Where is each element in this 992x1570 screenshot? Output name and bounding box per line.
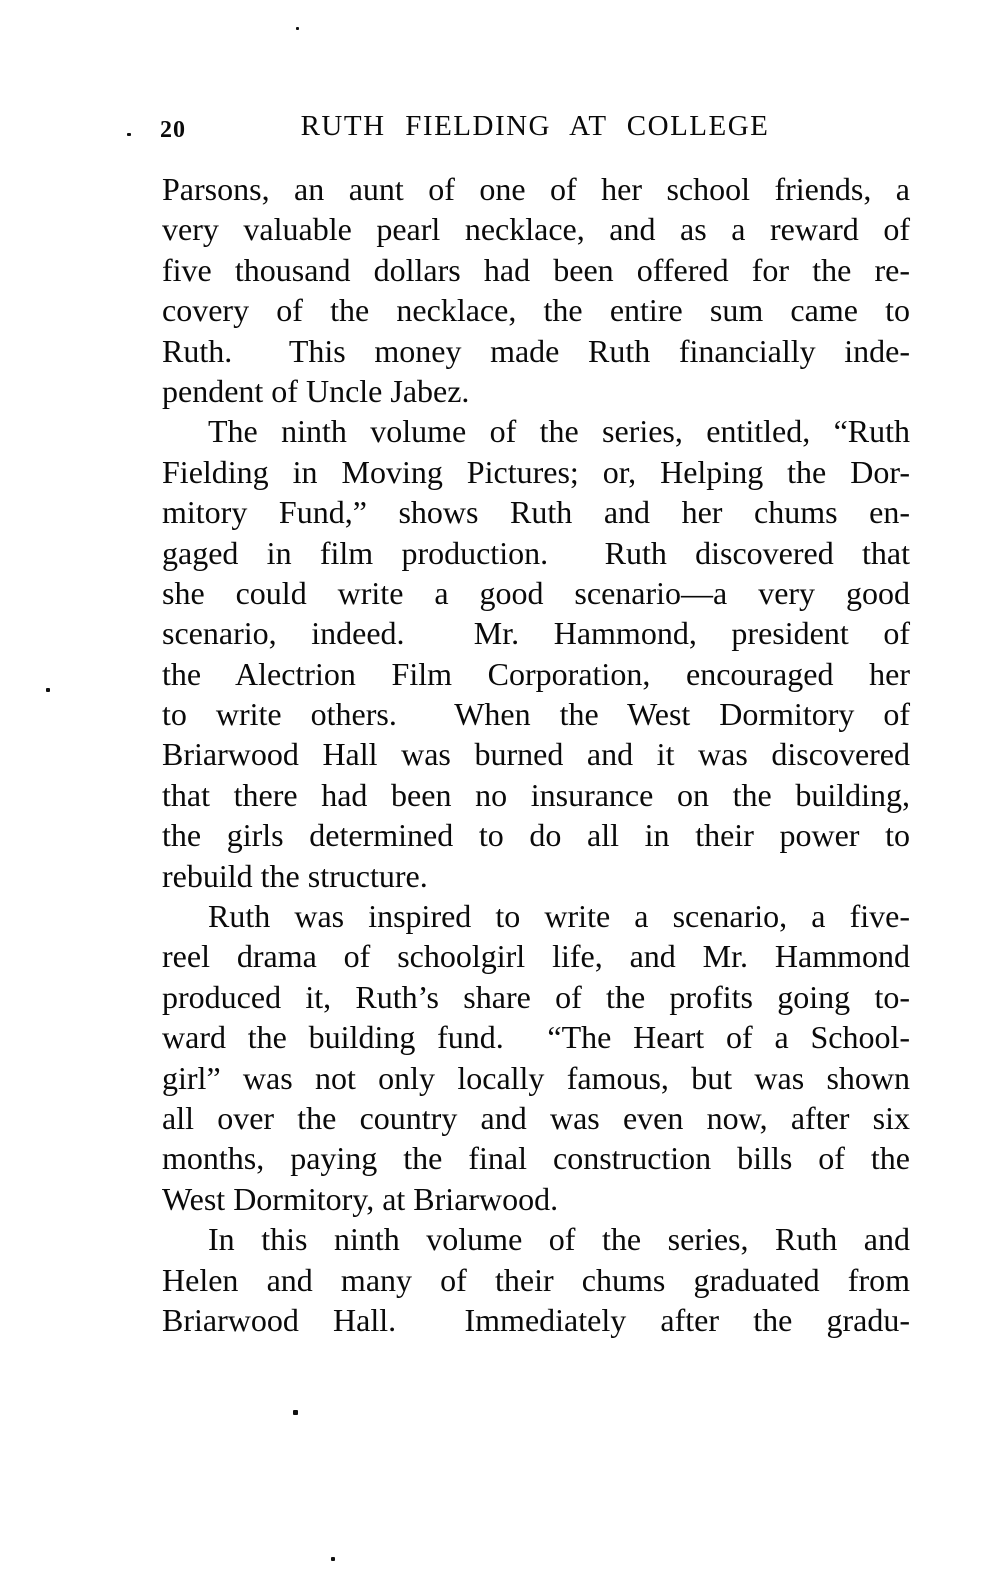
text-line: months, paying the final construction bills of the [162, 1140, 910, 1177]
ink-speck [46, 688, 50, 692]
text-line: that there had been no insurance on the building, [162, 776, 910, 813]
text-line: the Alectrion Film Corporation, encouraged her [162, 655, 910, 692]
ink-speck [127, 133, 131, 136]
text-line: Briarwood Hall was burned and it was discovered [162, 736, 910, 773]
text-line: the girls determined to do all in their power to [162, 817, 910, 854]
running-header [160, 110, 910, 148]
text-line: very valuable pearl necklace, and as a reward of [162, 211, 910, 248]
text-line: Ruth was inspired to write a scenario, a five- [208, 898, 910, 935]
text-line: West Dormitory, at Briarwood. [162, 1180, 559, 1217]
text-line: produced it, Ruth’s share of the profits going to- [162, 978, 910, 1015]
text-line: covery of the necklace, the entire sum came to [162, 292, 910, 329]
ink-speck [296, 27, 299, 30]
text-line: rebuild the structure. [162, 857, 428, 894]
text-line: Parsons, an aunt of one of her school friends, a [162, 171, 910, 207]
text-line: Helen and many of their chums graduated from [162, 1261, 910, 1298]
text-line: girl” was not only locally famous, but was shown [162, 1059, 910, 1096]
text-line: Ruth. This money made Ruth financially inde- [162, 332, 910, 369]
text-line: scenario, indeed. Mr. Hammond, president of [162, 615, 910, 652]
text-line: mitory Fund,” shows Ruth and her chums en- [162, 494, 910, 531]
ink-speck [331, 1557, 335, 1561]
page-number: 20 [160, 117, 186, 143]
text-line: all over the country and was even now, after six [162, 1099, 910, 1136]
text-line: In this ninth volume of the series, Ruth and [208, 1221, 910, 1258]
text-line: five thousand dollars had been offered for the re- [162, 251, 910, 288]
text-line: she could write a good scenario—a very good [162, 574, 910, 611]
text-line: pendent of Uncle Jabez. [162, 372, 470, 409]
body-text [162, 169, 910, 1340]
text-line: ward the building fund. “The Heart of a School- [162, 1019, 910, 1056]
text-line: Briarwood Hall. Immediately after the gradu- [162, 1301, 910, 1338]
header-title: RUTH FIELDING AT COLLEGE [300, 110, 770, 142]
text-line: reel drama of schoolgirl life, and Mr. Hammond [162, 938, 910, 975]
text-line: The ninth volume of the series, entitled, “Ruth [208, 413, 910, 450]
text-line: to write others. When the West Dormitory of [162, 696, 910, 733]
text-line: gaged in film production. Ruth discovered that [162, 534, 910, 571]
ink-speck [293, 1410, 298, 1415]
text-line: Fielding in Moving Pictures; or, Helping the Dor- [162, 453, 910, 490]
